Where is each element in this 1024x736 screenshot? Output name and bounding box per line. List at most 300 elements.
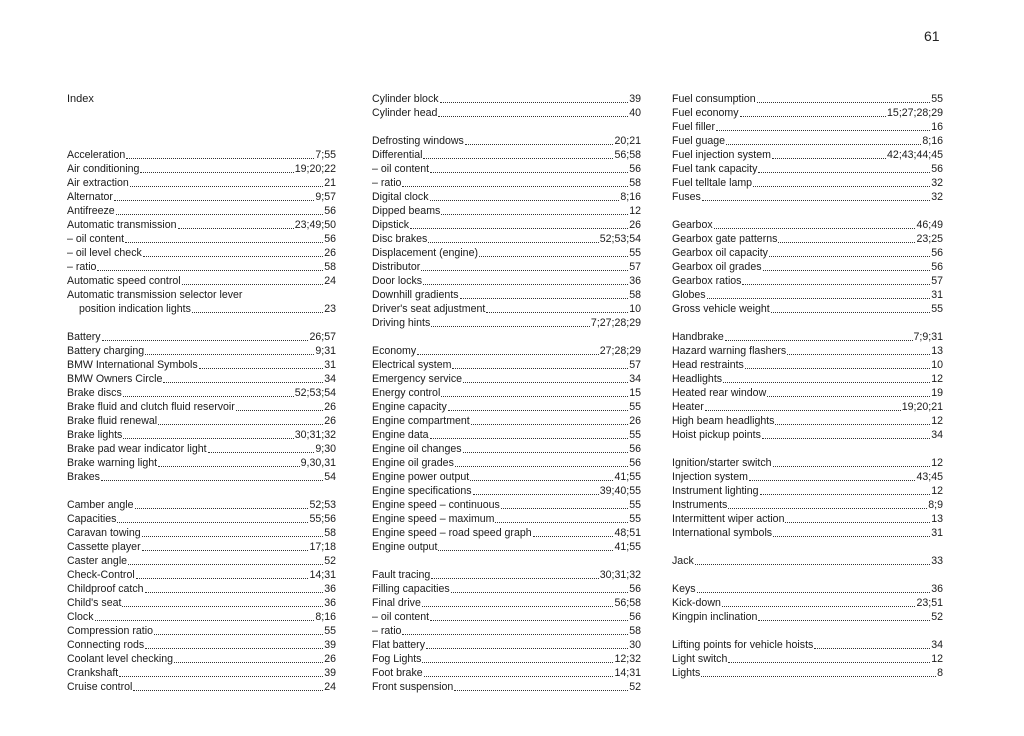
page-refs: 55: [931, 93, 943, 105]
page-refs: 24: [324, 681, 336, 693]
index-term: Brakes: [67, 471, 100, 483]
leader-dots: [431, 325, 590, 327]
page-refs: 58: [324, 527, 336, 539]
index-term: Fuel guage: [672, 135, 726, 147]
index-term: Brake fluid renewal: [67, 415, 158, 427]
index-term: Brake discs: [67, 387, 122, 399]
page-refs: 12: [931, 457, 943, 469]
index-entry: [672, 148, 943, 162]
page-refs: 31: [324, 359, 336, 371]
page-refs: 16: [931, 121, 943, 133]
index-term: Capacities: [67, 513, 117, 525]
index-term: Caravan towing: [67, 527, 141, 539]
index-term: Downhill gradients: [372, 289, 459, 301]
leader-dots: [723, 381, 930, 383]
page-refs: 56: [629, 163, 641, 175]
leader-dots: [495, 521, 628, 523]
leader-dots: [742, 283, 930, 285]
index-entry: [372, 288, 641, 302]
index-entry: [67, 610, 336, 624]
leader-dots: [178, 227, 294, 229]
page-number: 61: [924, 28, 940, 44]
index-term: Fuel injection system: [672, 149, 771, 161]
leader-dots: [463, 381, 628, 383]
leader-dots: [785, 521, 930, 523]
leader-dots: [486, 311, 628, 313]
page-refs: 52;53;54: [294, 387, 336, 399]
page-refs: 56: [931, 163, 943, 175]
page-refs: 12: [931, 415, 943, 427]
leader-dots: [145, 591, 324, 593]
index-term: Engine oil grades: [372, 457, 454, 469]
leader-dots: [463, 451, 629, 453]
leader-dots: [716, 129, 930, 131]
index-entry: [372, 358, 641, 372]
index-entry: [372, 498, 641, 512]
index-entry: [67, 442, 336, 456]
index-term: Gearbox ratios: [672, 275, 742, 287]
index-term: Engine data: [372, 429, 429, 441]
page-refs: 32: [931, 177, 943, 189]
index-term: Cylinder block: [372, 93, 439, 105]
section-gap: [67, 484, 336, 498]
index-term: Electrical system: [372, 359, 452, 371]
leader-dots: [460, 297, 629, 299]
page-refs: 9,30,31: [300, 457, 336, 469]
index-entry: [372, 470, 641, 484]
index-term: Gearbox oil capacity: [672, 247, 768, 259]
index-term: Acceleration: [67, 149, 126, 161]
leader-dots: [410, 227, 628, 229]
index-term: Disc brakes: [372, 233, 428, 245]
leader-dots: [142, 549, 309, 551]
index-term: Gearbox: [672, 219, 713, 231]
page-refs: 19;20;21: [901, 401, 943, 413]
leader-dots: [145, 647, 323, 649]
leader-dots: [701, 675, 936, 677]
index-term: Coolant level checking: [67, 653, 173, 665]
page-refs: 9;31: [315, 345, 336, 357]
page-refs: 26;57: [309, 331, 336, 343]
page-refs: 41;55: [614, 541, 641, 553]
page-refs: 31: [931, 289, 943, 301]
index-entry: [672, 162, 943, 176]
page-refs: 36: [629, 275, 641, 287]
index-entry: [372, 176, 641, 190]
page-refs: 34: [931, 429, 943, 441]
leader-dots: [430, 199, 620, 201]
index-entry: [372, 316, 641, 330]
page-refs: 39: [324, 639, 336, 651]
leader-dots: [787, 353, 930, 355]
index-entry: [67, 148, 336, 162]
index-term: Heater: [672, 401, 704, 413]
index-term: Fault tracing: [372, 569, 431, 581]
index-entry: [67, 400, 336, 414]
page-refs: 56: [629, 583, 641, 595]
leader-dots: [705, 409, 901, 411]
page-refs: 55;56: [309, 513, 336, 525]
page-refs: 55: [629, 401, 641, 413]
index-entry: [672, 596, 943, 610]
index-entry: [672, 610, 943, 624]
page-refs: 15;27;28;29: [887, 107, 943, 119]
page-refs: 23;51: [916, 597, 943, 609]
index-term: Lifting points for vehicle hoists: [672, 639, 814, 651]
leader-dots: [722, 605, 916, 607]
leader-dots: [762, 437, 930, 439]
index-term: Hoist pickup points: [672, 429, 761, 441]
index-term: Headlights: [672, 373, 723, 385]
page-refs: 14;31: [614, 667, 641, 679]
index-entry: [67, 596, 336, 610]
index-term: Final drive: [372, 597, 421, 609]
index-term: Child's seat: [67, 597, 122, 609]
index-entry: [67, 344, 336, 358]
index-term: Ignition/starter switch: [672, 457, 772, 469]
index-term: – oil level check: [67, 247, 142, 259]
leader-dots: [208, 451, 315, 453]
page-refs: 8;16: [922, 135, 943, 147]
leader-dots: [136, 577, 309, 579]
leader-dots: [533, 535, 614, 537]
page-refs: 23: [324, 303, 336, 315]
page-refs: 33: [931, 555, 943, 567]
page-refs: 52;53;54: [599, 233, 641, 245]
index-entry: [372, 638, 641, 652]
index-entry: [67, 246, 336, 260]
leader-dots: [174, 661, 323, 663]
page-refs: 36: [324, 583, 336, 595]
section-gap: [372, 330, 641, 344]
page-refs: 9;57: [315, 191, 336, 203]
index-term: Intermittent wiper action: [672, 513, 785, 525]
index-entry: [672, 330, 943, 344]
index-term: Instrument lighting: [672, 485, 759, 497]
index-term: Filling capacities: [372, 583, 450, 595]
page-refs: 39: [629, 93, 641, 105]
index-entry: [672, 120, 943, 134]
leader-dots: [95, 619, 315, 621]
page-refs: 21: [324, 177, 336, 189]
page-refs: 7;55: [315, 149, 336, 161]
index-entry: [672, 428, 943, 442]
leader-dots: [431, 577, 598, 579]
spacer: [67, 92, 336, 106]
page-refs: 52: [931, 611, 943, 623]
page-refs: 56: [931, 247, 943, 259]
leader-dots: [441, 213, 628, 215]
page-refs: 39: [324, 667, 336, 679]
index-term: Caster angle: [67, 555, 128, 567]
index-term: Engine compartment: [372, 415, 470, 427]
page-refs: 41;55: [614, 471, 641, 483]
index-entry: [67, 190, 336, 204]
index-term: Dipped beams: [372, 205, 441, 217]
index-entry: [672, 274, 943, 288]
index-term: Childproof catch: [67, 583, 144, 595]
page-refs: 34: [324, 373, 336, 385]
index-entry: [67, 568, 336, 582]
leader-dots: [726, 143, 921, 145]
leader-dots: [142, 535, 324, 537]
index-title: Index: [67, 93, 94, 105]
page-refs: 55: [629, 499, 641, 511]
page-refs: 17;18: [309, 541, 336, 553]
index-term: Front suspension: [372, 681, 454, 693]
index-term: Engine speed – maximum: [372, 513, 495, 525]
leader-dots: [424, 675, 614, 677]
leader-dots: [451, 591, 628, 593]
index-entry: [672, 512, 943, 526]
page-refs: 12: [931, 485, 943, 497]
section-gap: [672, 442, 943, 456]
page-refs: 56: [324, 233, 336, 245]
page-refs: 26: [629, 219, 641, 231]
index-term: Air conditioning: [67, 163, 140, 175]
index-entry: [372, 92, 641, 106]
leader-dots: [114, 199, 314, 201]
leader-dots: [775, 423, 930, 425]
page-refs: 7;27;28;29: [590, 317, 641, 329]
leader-dots: [745, 367, 930, 369]
page-refs: 36: [324, 597, 336, 609]
leader-dots: [158, 423, 323, 425]
index-entry: [67, 582, 336, 596]
index-entry: [672, 582, 943, 596]
page-refs: 14;31: [309, 569, 336, 581]
index-term: Camber angle: [67, 499, 134, 511]
page-refs: 13: [931, 345, 943, 357]
index-entry: [67, 372, 336, 386]
page-refs: 27;28;29: [599, 345, 641, 357]
leader-dots: [707, 297, 931, 299]
index-entry: [372, 218, 641, 232]
page-refs: 56: [629, 611, 641, 623]
section-gap: [67, 316, 336, 330]
index-entry: [372, 106, 641, 120]
index-entry: [672, 456, 943, 470]
leader-dots: [154, 633, 323, 635]
index-entry: [67, 162, 336, 176]
index-entry: [672, 372, 943, 386]
index-entry: [372, 428, 641, 442]
leader-dots: [728, 507, 927, 509]
index-term: Kingpin inclination: [672, 611, 758, 623]
leader-dots: [760, 493, 931, 495]
index-term: Connecting rods: [67, 639, 145, 651]
index-entry: [67, 204, 336, 218]
leader-dots: [422, 605, 614, 607]
index-term: Brake warning light: [67, 457, 158, 469]
section-gap: [672, 316, 943, 330]
index-entry: [67, 414, 336, 428]
index-entry: [372, 652, 641, 666]
leader-dots: [422, 661, 613, 663]
leader-dots: [438, 549, 613, 551]
index-entry: [672, 554, 943, 568]
page-refs: 48;51: [614, 527, 641, 539]
page-refs: 13: [931, 513, 943, 525]
leader-dots: [441, 395, 628, 397]
leader-dots: [714, 227, 916, 229]
index-entry: [372, 526, 641, 540]
index-entry: [67, 330, 336, 344]
index-term: Dipstick: [372, 219, 410, 231]
page-refs: 23;49;50: [294, 219, 336, 231]
index-entry: [67, 680, 336, 694]
page-refs: 12: [931, 653, 943, 665]
index-entry: [672, 92, 943, 106]
index-entry: [372, 302, 641, 316]
index-term: Jack: [672, 555, 694, 567]
leader-dots: [757, 101, 931, 103]
page-refs: 57: [629, 359, 641, 371]
index-term: Crankshaft: [67, 667, 119, 679]
leader-dots: [192, 311, 323, 313]
page-refs: 9;30: [315, 443, 336, 455]
index-entry: [372, 190, 641, 204]
page-refs: 52: [324, 555, 336, 567]
index-entry: [672, 484, 943, 498]
index-term: Brake pad wear indicator light: [67, 443, 207, 455]
index-entry: [67, 652, 336, 666]
index-entry: [372, 260, 641, 274]
leader-dots: [133, 689, 323, 691]
page-refs: 58: [629, 625, 641, 637]
leader-dots: [479, 255, 628, 257]
index-entry: [672, 666, 943, 680]
index-entry: [67, 176, 336, 190]
page-refs: 12: [931, 373, 943, 385]
index-term: Air extraction: [67, 177, 129, 189]
leader-dots: [122, 605, 323, 607]
index-entry: [372, 582, 641, 596]
index-term: Driving hints: [372, 317, 431, 329]
index-term: Instruments: [672, 499, 728, 511]
index-entry: [672, 288, 943, 302]
index-term: Gearbox gate patterns: [672, 233, 778, 245]
index-term: Alternator: [67, 191, 113, 203]
page-refs: 36: [931, 583, 943, 595]
index-entry: [67, 428, 336, 442]
leader-dots: [145, 353, 314, 355]
page-refs: 56: [324, 205, 336, 217]
index-term: Engine power output: [372, 471, 470, 483]
index-entry: [372, 274, 641, 288]
leader-dots: [470, 479, 613, 481]
index-entry: [372, 344, 641, 358]
index-term: Energy control: [372, 387, 441, 399]
index-term: BMW International Symbols: [67, 359, 198, 371]
index-term: Engine speed – road speed graph: [372, 527, 532, 539]
leader-dots: [117, 521, 308, 523]
page-refs: 19: [931, 387, 943, 399]
index-term: Heated rear window: [672, 387, 767, 399]
index-term: Lights: [672, 667, 701, 679]
index-term: – ratio: [372, 177, 402, 189]
leader-dots: [423, 157, 613, 159]
leader-dots: [725, 339, 913, 341]
leader-dots: [769, 255, 930, 257]
leader-dots: [163, 381, 323, 383]
index-term: Light switch: [672, 653, 728, 665]
index-term: BMW Owners Circle: [67, 373, 163, 385]
index-term: Engine oil changes: [372, 443, 462, 455]
section-gap: [672, 204, 943, 218]
page-refs: 23;25: [916, 233, 943, 245]
leader-dots: [430, 619, 628, 621]
index-entry: [372, 414, 641, 428]
index-term: Emergency service: [372, 373, 463, 385]
index-term: – oil content: [372, 163, 430, 175]
leader-dots: [101, 479, 323, 481]
index-entry: [372, 400, 641, 414]
leader-dots: [158, 465, 300, 467]
leader-dots: [771, 311, 930, 313]
leader-dots: [123, 437, 293, 439]
leader-dots: [423, 283, 628, 285]
index-term: Engine speed – continuous: [372, 499, 500, 511]
page-refs: 58: [629, 177, 641, 189]
page-refs: 26: [629, 415, 641, 427]
index-term: Cylinder head: [372, 107, 438, 119]
index-term: Fuel economy: [672, 107, 739, 119]
page-refs: 26: [324, 653, 336, 665]
page-refs: 8;9: [928, 499, 943, 511]
index-entry: [372, 568, 641, 582]
leader-dots: [116, 213, 324, 215]
page-refs: 8;16: [620, 191, 641, 203]
leader-dots: [123, 395, 294, 397]
leader-dots: [236, 409, 323, 411]
index-term: Check-Control: [67, 569, 135, 581]
index-term: Flat battery: [372, 639, 425, 651]
page-refs: 32: [931, 191, 943, 203]
leader-dots: [438, 115, 628, 117]
leader-dots: [814, 647, 930, 649]
page-refs: 55: [931, 303, 943, 315]
page-refs: 8;16: [315, 611, 336, 623]
index-entry: [672, 470, 943, 484]
page-refs: 55: [629, 513, 641, 525]
index-entry: [67, 638, 336, 652]
page-refs: 56;58: [614, 149, 641, 161]
index-entry: [372, 386, 641, 400]
index-entry: [672, 400, 943, 414]
page-refs: 42;43;44;45: [887, 149, 943, 161]
leader-dots: [767, 395, 930, 397]
page-refs: 40: [629, 107, 641, 119]
index-entry: [67, 288, 336, 302]
page-refs: 55: [629, 247, 641, 259]
index-term: Hazard warning flashers: [672, 345, 787, 357]
page-refs: 30: [629, 639, 641, 651]
index-term: Gross vehicle weight: [672, 303, 770, 315]
leader-dots: [749, 479, 916, 481]
leader-dots: [448, 409, 628, 411]
index-term: – ratio: [67, 261, 97, 273]
leader-dots: [695, 563, 930, 565]
index-entry: [372, 484, 641, 498]
page-refs: 34: [629, 373, 641, 385]
page-refs: 15: [629, 387, 641, 399]
index-entry: [672, 246, 943, 260]
index-term: Antifreeze: [67, 205, 115, 217]
leader-dots: [426, 647, 628, 649]
index-entry: [672, 190, 943, 204]
index-term: Head restraints: [672, 359, 744, 371]
